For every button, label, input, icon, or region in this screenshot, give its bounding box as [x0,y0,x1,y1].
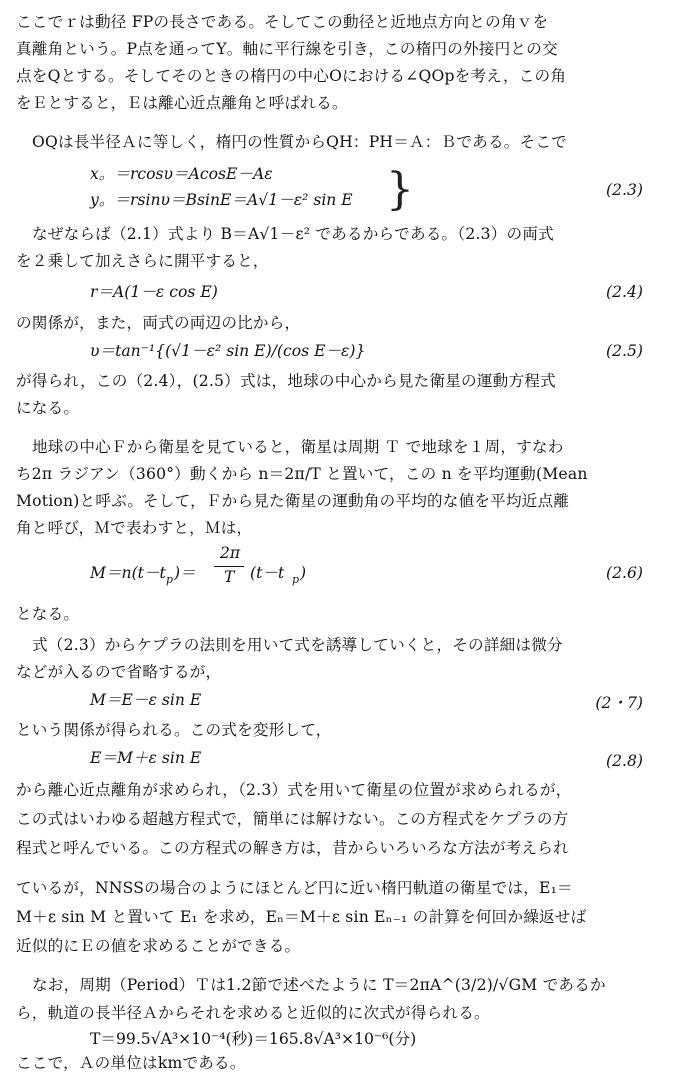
equation-number: (2.4) [606,283,643,301]
eq-2-6-right: (t－t [250,564,285,582]
fraction-bar [214,566,244,567]
text-line: ているが，NNSSの場合のようにほとんど円に近い楕円軌道の衛星では，E₁＝ [16,879,573,897]
equation-2-3-line-2: y。＝rsinυ＝BsinE＝A√1－ε² sin E [90,191,353,209]
text-line: OQは長半径Ａに等しく，楕円の性質からQH：PH＝Ａ：Ｂである。そこで [32,133,567,151]
eq-2-6-denominator: T [224,568,235,586]
eq-2-6-mid: )＝ [174,564,196,582]
text-line: ここで，Ａの単位はkmである。 [16,1054,246,1072]
text-line: 地球の中心Ｆから衛星を見ていると，衛星は周期 Ｔ で地球を１周，すなわ [32,438,564,456]
text-line: 真離角という。P点を通ってY。軸に平行線を引き，この楕円の外接円との交 [16,40,558,58]
text-line: が得られ，この（2.4），(2.5）式は，地球の中心から見た衛星の運動方程式 [16,372,556,390]
text-line: ここでｒは動径 FPの長さである。そしてこの動径と近地点方向との角ｖを [16,13,549,31]
text-line: の関係が，また，両式の両辺の比から， [16,314,301,332]
text-line: 式（2.3）からケプラの法則を用いて式を誘導していくと，その詳細は微分 [32,636,563,654]
text-line: 点をQとする。そしてそのときの楕円の中心Oにおける∠QOpを考え，この角 [16,67,567,85]
text-line: 角と呼び，Ｍで表わすと，Ｍは， [16,519,253,537]
text-line: M＋ε sin M と置いて E₁ を求め，Eₙ＝M＋ε sin Eₙ₋₁ の計算を何回か繰返せば [16,908,587,926]
text-line: という関係が得られる。この式を変形して， [16,721,332,739]
brace-symbol: } [386,164,414,215]
text-line: をＥとすると，Ｅは離心近点離角と呼ばれる。 [16,94,348,112]
text-line: 近似的にＥの値を求めることができる。 [16,937,301,955]
text-line: この式はいわゆる超越方程式で，簡単には解けない。この方程式をケプラの方 [16,810,569,828]
text-line: を２乗して加えさらに開平すると， [16,252,269,270]
equation-number: (2・7) [595,694,643,712]
equation-number: (2.3) [606,181,643,199]
equation-2-8: E＝M＋ε sin E [90,749,202,767]
text-line: から離心近点離角が求められ，（2.3）式を用いて衛星の位置が求められるが， [16,781,572,799]
equation-number: (2.8) [606,752,643,770]
text-line: 程式と呼んでいる。この方程式の解き方は，昔からいろいろな方法が考えられ [16,839,569,857]
eq-2-6-numerator: 2π [220,544,241,562]
eq-2-6-sub: p [166,573,174,586]
eq-2-6-end: ) [300,564,307,582]
text-line: ち2π ラジアン（360°）動くから n＝2π/T と置いて，この n を平均運動(Mean [16,465,588,483]
equation-number: (2.5) [606,342,643,360]
text-line: ら，軌道の長半径Ａからそれを求めると近似的に次式が得られる。 [16,1004,490,1022]
eq-2-6-sub-2: p [292,573,300,586]
equation-2-3-line-1: x。＝rcosυ＝AcosE－Aε [90,165,273,183]
text-line: になる。 [16,399,80,417]
eq-2-6-left: M＝n(t－t [90,564,166,582]
text-line: Motion)と呼ぶ。そして，Ｆから見た衛星の運動角の平均的な値を平均近点離 [16,492,570,510]
text-line: なぜならば（2.1）式より B＝A√1－ε² であるからである。（2.3）の両式 [32,225,554,243]
equation-number: (2.6) [606,564,643,582]
text-line: となる。 [16,605,80,623]
equation-2-4: r＝A(1－ε cos E) [90,283,218,301]
text-line: なお，周期（Period）Ｔは1.2節で述べたように T＝2πA^(3/2)/√GM であるか [32,976,606,994]
text-line: などが入るので省略するが， [16,663,222,681]
equation-2-5: υ＝tan⁻¹{(√1－ε² sin E)/(cos E－ε)} [90,342,366,360]
equation-period: T＝99.5√A³×10⁻⁴(秒)＝165.8√A³×10⁻⁶(分) [90,1030,417,1048]
equation-2-7: M＝E－ε sin E [90,691,202,709]
